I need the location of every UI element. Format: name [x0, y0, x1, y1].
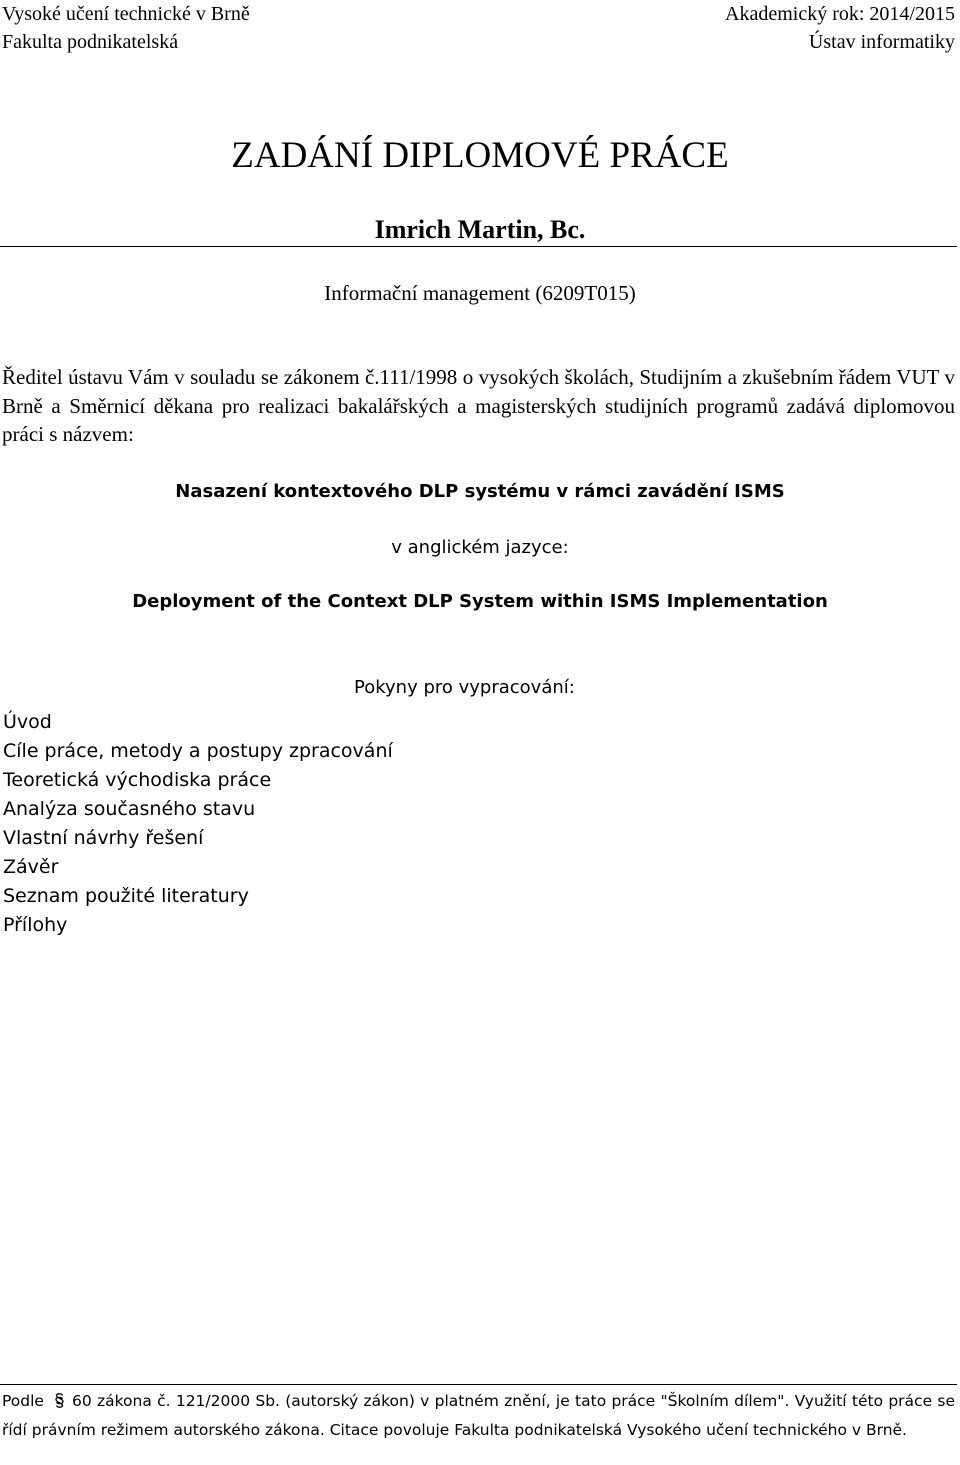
outline-item: Cíle práce, metody a postupy zpracování [3, 740, 393, 762]
faculty-name: Fakulta podnikatelská [2, 31, 179, 53]
document-title: ZADÁNÍ DIPLOMOVÉ PRÁCE [231, 135, 729, 176]
outline-item: Přílohy [3, 914, 68, 936]
study-program: Informační management (6209T015) [324, 281, 636, 305]
institute-name: Ústav informatiky [808, 31, 955, 53]
thesis-title-en: Deployment of the Context DLP System within ISMS Implementation [132, 591, 828, 612]
outline-item: Analýza současného stavu [3, 798, 256, 820]
footer-divider [0, 1384, 957, 1385]
copyright-footer [2, 1387, 955, 1445]
footer-text: 60 zákona č. 121/2000 Sb. (autorský zákon) v platném znění, je tato práce "Školním dílem". Využití této práce se řídí právním režimem autorského zákona. Citace povoluje Fakulta podnikatelská Vysokého učení technického v Brně. [2, 1392, 955, 1439]
section-sign-icon [53, 1390, 66, 1407]
footer-lead-word: Podle [2, 1392, 44, 1410]
outline-item: Teoretická východiska práce [3, 769, 272, 791]
outline-item: Úvod [3, 711, 52, 733]
outline-item: Závěr [3, 856, 59, 878]
english-language-label: v anglickém jazyce: [391, 537, 569, 558]
outline-item: Vlastní návrhy řešení [3, 827, 204, 849]
student-name: Imrich Martin, Bc. [374, 215, 586, 244]
name-underline-divider [0, 246, 957, 247]
university-name: Vysoké učení technické v Brně [2, 3, 250, 25]
instructions-heading: Pokyny pro vypracování: [354, 677, 575, 698]
thesis-outline-list [3, 708, 393, 940]
intro-paragraph: Ředitel ústavu Vám v souladu se zákonem č.111/1998 o vysokých školách, Studijním a zkušebním řádem VUT v Brně a Směrnicí děkana pro realizaci bakalářských a magisterských studijních programů zadává diplomovou práci s názvem: [2, 365, 955, 446]
thesis-title-cz: Nasazení kontextového DLP systému v rámci zavádění ISMS [175, 481, 785, 502]
academic-year: Akademický rok: 2014/2015 [725, 3, 955, 25]
outline-item: Seznam použité literatury [3, 885, 249, 907]
